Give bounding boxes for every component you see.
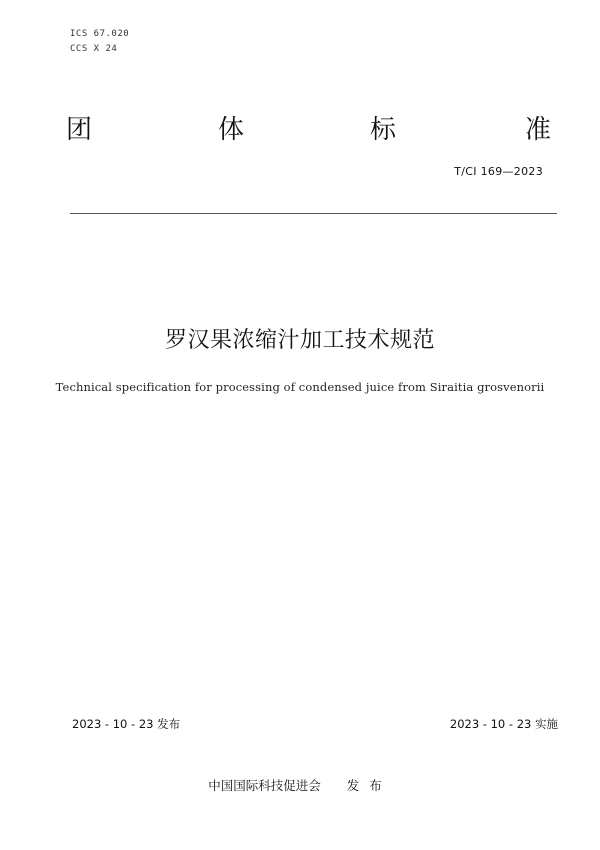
publisher-name: 中国国际科技促进会	[208, 778, 321, 793]
publish-date: 2023 - 10 - 23 发布	[72, 717, 181, 731]
ccs-code: CCS X 24	[70, 44, 118, 54]
implement-date: 2023 - 10 - 23 实施	[449, 717, 558, 731]
title-chinese: 罗汉果浓缩汁加工技术规范	[164, 328, 435, 353]
standard-type-char-4: 准	[525, 115, 552, 145]
publisher-action: 发布	[346, 778, 392, 793]
standard-type-char-1: 团	[66, 115, 93, 145]
ics-code: ICS 67.020	[70, 29, 130, 39]
standard-type-char-3: 标	[370, 115, 397, 145]
publisher-line	[0, 776, 600, 794]
header-divider	[70, 213, 557, 214]
standard-number: T/CI 169—2023	[454, 165, 543, 178]
title-english: Technical specification for processing of condensed juice from Siraitia grosvenorii	[55, 380, 545, 394]
standard-type-char-2: 体	[218, 115, 245, 145]
